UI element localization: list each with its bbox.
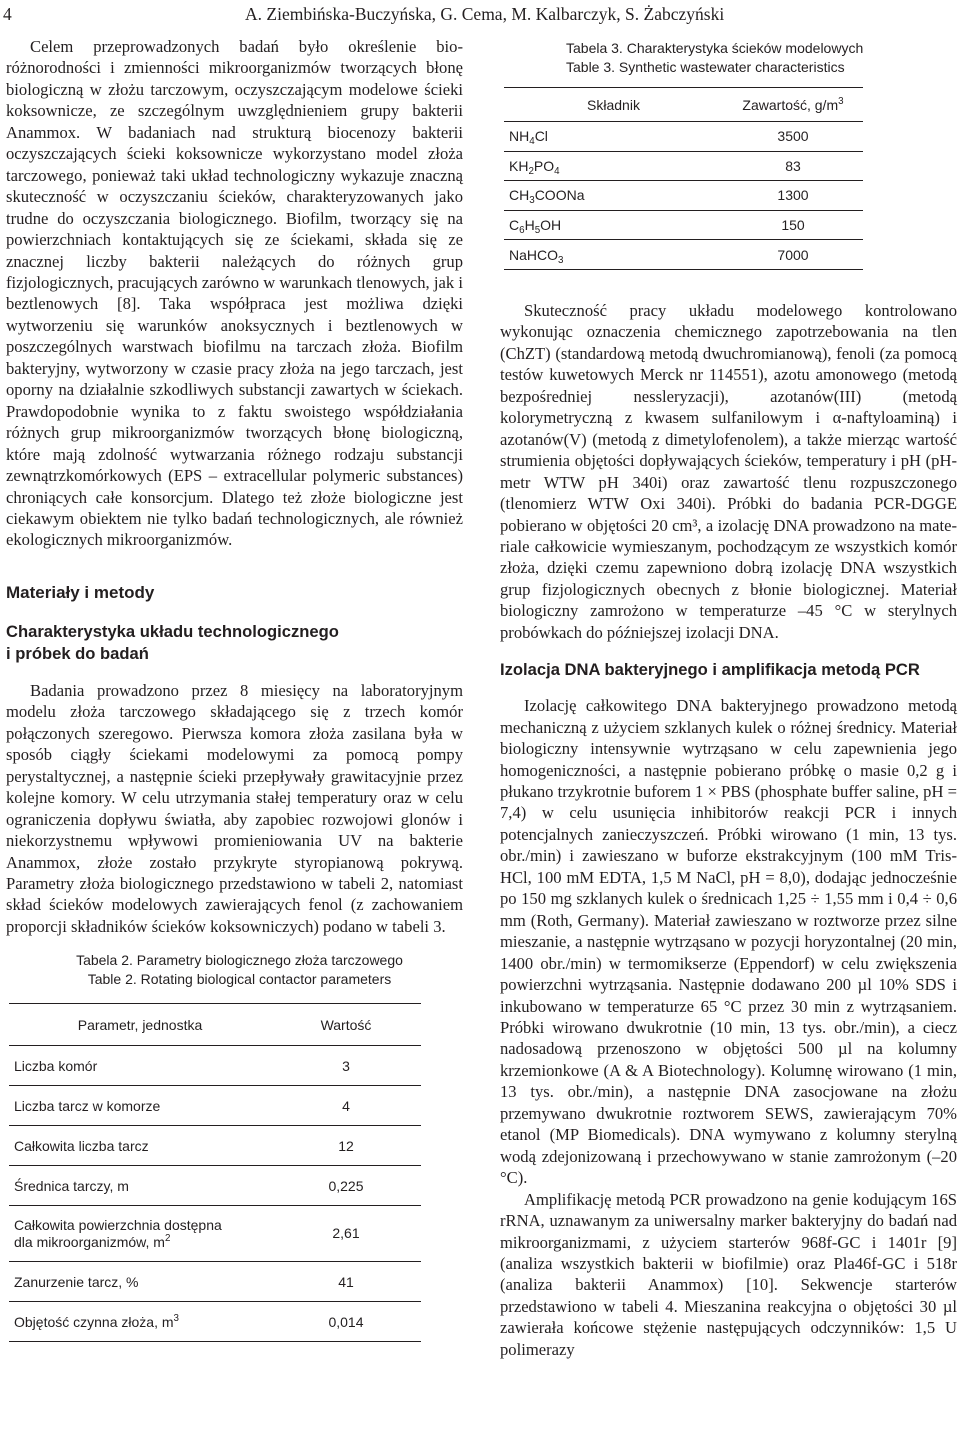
- table3-cell-value: 83: [785, 157, 801, 174]
- formula-part: H: [524, 217, 535, 234]
- table2-cell-param: Całkowita liczba tarcz: [14, 1137, 149, 1154]
- table2-cell-param: Średnica tarczy, m: [14, 1177, 129, 1194]
- table3-cell-component: [504, 151, 723, 181]
- table3-cell-value: 1300: [777, 187, 809, 204]
- table-row: [504, 181, 863, 211]
- table2-cell-param: Liczba tarcz w komorze: [14, 1097, 161, 1114]
- table3-cell-component: [504, 181, 723, 211]
- table3-cell-component: [504, 210, 723, 240]
- table2-cell-param-line2: dla mikroorganizmów, m: [14, 1233, 165, 1250]
- page-number: 4: [3, 4, 12, 24]
- intro-paragraph: Celem przeprowadzonych badań było określenie bioróżnorodności i zmienności mikroorganizmów tworzących błonę biologiczną w złożu tarczowym, oczyszczającym modelowe ścieki koksownicze, ze szczególnym uwzględnieniem grupy bakterii Anammox. W badaniach nad strukturą biocenozy bakterii oczyszczających ścieki koksownicze wykorzystano model złoża tarczowego, ponieważ taki układ technologiczny wykazuje znaczną skuteczność w oczyszczaniu ścieków, charakteryzowanych jako trudne do oczyszczania biologicznego. Biofilm, tworzący się na powierzchniach kontaktujących się ze ściekami, składa się ze znacznej liczby bakterii należących do różnych grup fizjologicznych, pracujących zarówno w warunkach tlenowych, jak i beztlenowych [8]. Taka współpraca jest możliwa dzięki wytworzeniu się warunków anoksycznych i beztlenowych w poszczególnych warstwach biofilmu na tarczach złoża. Biofilm bakteryjny, wytworzony w czasie pracy złoża na jego tarczach, jest oporny na działalnie szkodliwych substancji zawartych w ściekach. Prawdopodobnie wynika to z faktu swoistego współdziałania różnych grup mikroorganizmów tworzących błonę biologiczną, które mają zdolność wytwarzania różnego rodzaju substancji zewnątrzkomórkowych (EPS – extracellular polymeric substances) chroniących całe konsorcjum. Dlatego też złoże biologiczne jest ciekawym obiektem nie tylko badań technologicznych, ale również ekologicznych mikroorganizmów.: [6, 37, 463, 550]
- table2-cell-value: 4: [342, 1097, 350, 1114]
- table2-caption-pl: Tabela 2. Parametry biologicznego złoża tarczowego: [76, 952, 403, 969]
- table2-cell-value: 2,61: [332, 1225, 360, 1242]
- formula-part: CH: [509, 187, 530, 204]
- table2-cell-param: [9, 1206, 271, 1262]
- measurement-paragraph: Skuteczność pracy układu modelowego kontrolowano wykonując oznaczenia chemicznego zapotrzebowania na tlen (ChZT) (standardową metodą dwuchromianową), fenoli (za pomocą testów kuwetowych Merck nr 114551), azotu amonowego (metodą bezpośredniej nessleryzacji), azotanów(III) (metodą kolorymetryczną z kwasem sulfanilowym i α-naftyloaminą) i azotanów(V) (metodą z dimetylofenolem), a także mierząc wartość strumienia objętości dopływających ścieków, temperatury i pH (pH-metr WTW pH 340i) oraz zawartość tlenu rozpuszczonego (tlenomierz WTW Oxi 340i). Próbki do badania PCR-DGGE pobierano w objętości 20 cm³, a izolację DNA prowadzono na materiale całkowicie wymieszanym, pochodzącym ze wszystkich komór złoża, dzięki czemu zapewniono dobrą izolację DNA wszystkich grup fizjologicznych obecnych z błonie biologicznej. Materiał biologiczny zamrożono w temperaturze –45 °C w sterylnych probówkach do późniejszej izolacji DNA.: [500, 300, 957, 642]
- table3-header-content-text: Zawartość, g/m: [742, 96, 839, 113]
- formula-sub: 5: [534, 225, 541, 237]
- table-row: [9, 1046, 421, 1086]
- right-column: [500, 36, 957, 1360]
- table3-header-component: Składnik: [587, 96, 640, 113]
- table3-header-content: [723, 88, 863, 122]
- formula-part: NaHCO: [509, 246, 559, 263]
- formula-sub: 3: [558, 254, 564, 266]
- table2-cell-param: [9, 1302, 271, 1342]
- table-row: [9, 1126, 421, 1166]
- table2-cell-param-sup: 2: [164, 1232, 171, 1244]
- formula-part: C: [509, 217, 520, 234]
- table-row: [9, 1166, 421, 1206]
- formula-part: Cl: [534, 128, 548, 145]
- table2-header-value: Wartość: [320, 1016, 372, 1033]
- running-header-authors: A. Ziembińska-Buczyńska, G. Cema, M. Kalbarczyk, S. Żabczyński: [245, 4, 725, 24]
- pcr-paragraph: Amplifikację metodą PCR prowadzono na genie kodującym 16S rRNA, uznawanym za uniwersalny marker bakteryjny do badań nad mikroorganizmami, z użyciem starterów 968f-GC i 1401r [9] (analiza wszystkich bakterii w biofilmie) oraz Pla46f-GC i 518r (analiza bakterii Anammox) [10]. Sekwencje starterów przedstawiono w tabeli 4. Mieszanina reakcyjna o objętości 30 µl zawierała końcowe stężenie następujących odczynników: 1,5 U polimerazy: [500, 1189, 957, 1359]
- table2-cell-param-sup: 3: [173, 1312, 179, 1324]
- left-column: [6, 36, 463, 1342]
- table2-cell-param-line1: Całkowita powierzchnia dostępna: [14, 1216, 222, 1233]
- table3-cell-value: 3500: [777, 128, 809, 145]
- table2-cell-value: 0,014: [328, 1313, 364, 1330]
- formula-sub: 3: [529, 195, 535, 207]
- table-row: [504, 210, 863, 240]
- table-row: [504, 240, 863, 270]
- table-row: [504, 151, 863, 181]
- table3-header-content-sup: 3: [838, 95, 844, 107]
- table2-cell-param: Liczba komór: [14, 1057, 98, 1074]
- formula-part: OH: [540, 217, 562, 234]
- formula-sub: 4: [529, 136, 535, 148]
- running-header: [0, 0, 960, 40]
- formula-part: PO: [533, 157, 555, 174]
- subsection-title-line1: Charakterystyka układu technologicznego: [6, 621, 339, 641]
- table2-cell-value: 0,225: [328, 1177, 364, 1194]
- table-row: [9, 1262, 421, 1302]
- table2-cell-value: 41: [338, 1273, 354, 1290]
- section-title-dna-isolation: Izolacja DNA bakteryjnego i amplifikacja metodą PCR: [500, 660, 920, 680]
- table-row: [9, 1302, 421, 1342]
- table3-cell-value: 7000: [777, 246, 809, 263]
- table2-cell-param-text: Objętość czynna złoża, m: [14, 1313, 174, 1330]
- table3-cell-component: [504, 240, 723, 270]
- table3-caption-pl: Tabela 3. Charakterystyka ścieków modelowych: [566, 40, 864, 56]
- table-row: [9, 1086, 421, 1126]
- table2-cell-value: 3: [342, 1057, 350, 1074]
- formula-sub: 4: [554, 165, 560, 177]
- table2-header-row: [9, 1004, 421, 1046]
- formula-sub: 6: [519, 225, 525, 237]
- table2: [9, 1003, 421, 1342]
- table3: [504, 87, 863, 270]
- table2-header-param: Parametr, jednostka: [77, 1016, 203, 1033]
- table3-caption-en: Table 3. Synthetic wastewater characteristics: [566, 59, 845, 75]
- formula-part: KH: [509, 157, 529, 174]
- dna-isolation-paragraph: Izolację całkowitego DNA bakteryjnego prowadzono metodą mechaniczną z użyciem szklanych kulek o różnej średnicy. Materiał biologiczny intensywnie wytrząsano w celu zapewnienia jego homogeniczności, a następnie pobierano próbkę o masie 0,2 g i płukano trzykrotnie buforem 1 × PBS (phosphate buffer saline, pH = 7,4) w celu usunięcia inhibitorów reakcji PCR i innych potencjalnych zanieczyszczeń. Próbki wirowano (1 min, 13 tys. obr./min) i zawieszano w buforze ekstrakcyjnym (100 mM Tris-HCl, 100 mM EDTA, 1,5 M NaCl, pH = 8,0), dodając jednocześnie po 150 mg szklanych kulek o średnicach 1,25 ÷ 1,55 mm i 0,4 ÷ 0,6 mm (Roth, Germany). Materiał zawieszano w roztworze przez silne mieszanie, a następnie wytrząsano w pozycji horyzontalnej (20 min, 1400 obr./min) w termomikserze (Eppendorf) w celu zwiększenia powierzchni wytrząsania. Następnie dodawano 200 µl 10% SDS i inkubowano w temperaturze 65 °C przez 30 min z wytrząsaniem. Próbki wirowano dwukrotnie (10 min, 13 tys. obr./min), a ciecz nadosadową przenoszono w objętości 500 µl na kolumny krzemionkowe (A & A Biotechnology). Kolumnę wirowano (1 min, 13 tys. obr./min), a następnie DNA zasocjowane na złożu przemywano dwukrotnie roztworem SEWS, zawierającym 70% etanol (MP Biomedicals). DNA wymywano z kolumny sterylną wodą zdejonizowaną i przechowywano w stanie zamrożonym (–20 °C).: [500, 696, 957, 1188]
- formula-sub: 2: [528, 165, 534, 177]
- methods-paragraph: Badania prowadzono przez 8 miesięcy na laboratoryjnym modelu złoża tarczowego składającego się z trzech komór połączonych szeregowo. Pierwsza komora złoża zasilana była w sposób ciągły ściekami modelowymi za pomocą pompy perystaltycznej, a następnie ścieki przepływały grawitacyjnie przez kolejne komory. W celu utrzymania stałej temperatury oraz w celu ograniczenia dopływu światła, aby zapobiec rozwojowi glonów i niekorzystnemu wpływowi promieniowania UV na bakterie Anammox, złoże zostało przykryte styropianową pokrywą. Parametry złoża biologicznego przedstawiono w tabeli 2, natomiast skład ścieków modelowych zawierających fenol (z zachowaniem proporcji składników ścieków koksowniczych) podano w tabeli 3.: [6, 680, 463, 936]
- table2-cell-value: 12: [338, 1137, 354, 1154]
- table3-cell-value: 150: [781, 217, 805, 234]
- table2-caption-en: Table 2. Rotating biological contactor parameters: [87, 971, 392, 988]
- formula-part: COONa: [534, 187, 585, 204]
- table-row: [9, 1206, 421, 1262]
- table2-cell-param: Zanurzenie tarcz, %: [14, 1273, 139, 1290]
- table3-cell-component: [504, 122, 723, 152]
- table3-header-row: [504, 88, 863, 122]
- section-title-materials: Materiały i metody: [6, 582, 155, 602]
- table-row: [504, 122, 863, 152]
- subsection-title-line2: i próbek do badań: [6, 643, 149, 663]
- formula-part: NH: [509, 128, 530, 145]
